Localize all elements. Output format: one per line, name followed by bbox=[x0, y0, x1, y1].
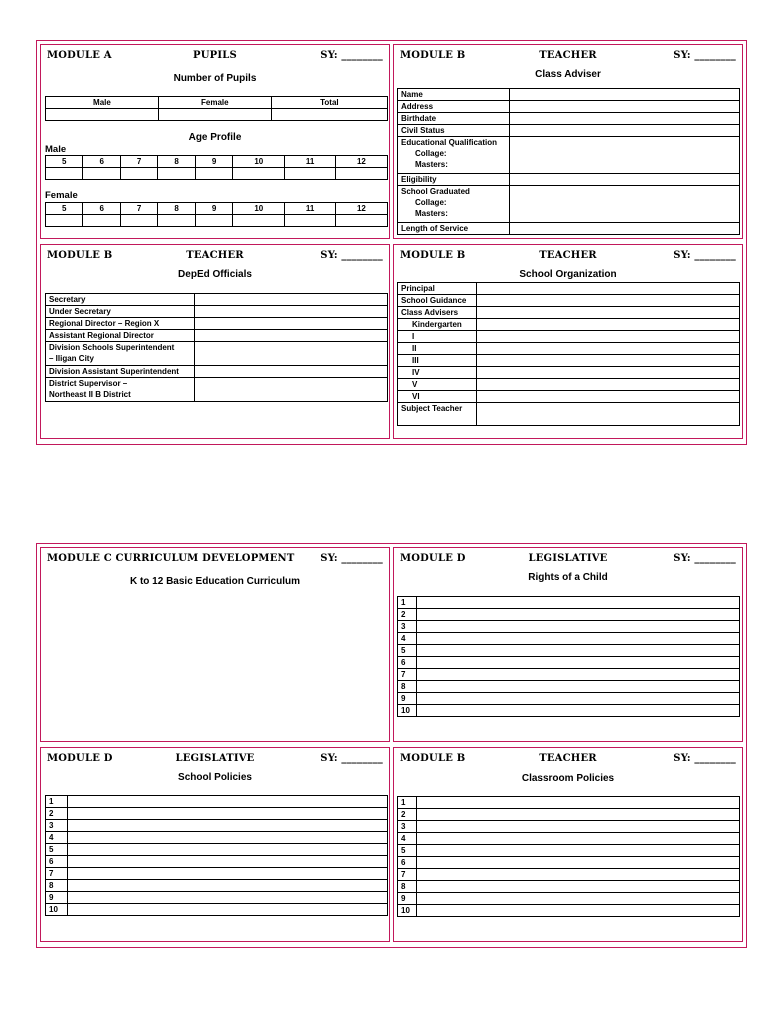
value-cell[interactable] bbox=[477, 295, 740, 307]
row-number: 8 bbox=[46, 880, 68, 892]
row-label: I bbox=[398, 331, 477, 343]
entry-cell[interactable] bbox=[68, 880, 388, 892]
col-male: Male bbox=[46, 97, 159, 109]
card-title: Rights of a Child bbox=[528, 572, 608, 583]
card-curriculum bbox=[40, 547, 390, 742]
row-label-text: Northeast II B District bbox=[49, 390, 131, 399]
row-label: VI bbox=[398, 391, 477, 403]
age-cell: 9 bbox=[195, 156, 232, 168]
value-cell[interactable] bbox=[195, 342, 388, 366]
row-number: 10 bbox=[398, 705, 417, 717]
row-label: Subject Teacher bbox=[398, 403, 477, 426]
value-cell[interactable] bbox=[477, 379, 740, 391]
value-cell[interactable] bbox=[195, 318, 388, 330]
row-sublabel: Masters: bbox=[415, 209, 448, 218]
age-cell: 8 bbox=[158, 156, 195, 168]
topic-label: LEGISLATIVE bbox=[528, 553, 608, 564]
card-title: Number of Pupils bbox=[173, 73, 257, 84]
value-cell[interactable] bbox=[510, 101, 740, 113]
entry-cell[interactable] bbox=[417, 905, 740, 917]
entry-cell[interactable] bbox=[417, 797, 740, 809]
age-cell: 9 bbox=[195, 203, 232, 215]
row-label: Name bbox=[398, 89, 510, 101]
card-header bbox=[47, 250, 383, 264]
row-number: 2 bbox=[398, 809, 417, 821]
pupil-count-table bbox=[45, 96, 388, 121]
entry-cell[interactable] bbox=[68, 856, 388, 868]
male-count-cell[interactable] bbox=[46, 109, 159, 121]
sy-field[interactable]: SY: ________ bbox=[320, 50, 383, 61]
entry-cell[interactable] bbox=[68, 808, 388, 820]
row-label-text: Division Schools Superintendent bbox=[49, 343, 175, 352]
row-number: 6 bbox=[398, 657, 417, 669]
entry-cell[interactable] bbox=[417, 833, 740, 845]
entry-cell[interactable] bbox=[417, 657, 740, 669]
row-label: Regional Director – Region X bbox=[46, 318, 195, 330]
age-cell: 6 bbox=[83, 156, 120, 168]
row-number: 4 bbox=[398, 833, 417, 845]
module-label: MODULE A bbox=[47, 50, 112, 61]
value-cell[interactable] bbox=[195, 330, 388, 342]
value-cell[interactable] bbox=[510, 137, 740, 174]
value-cell[interactable] bbox=[477, 331, 740, 343]
card-pupils bbox=[40, 44, 390, 239]
row-number: 6 bbox=[398, 857, 417, 869]
sy-field[interactable]: SY: ________ bbox=[320, 753, 383, 764]
entry-cell[interactable] bbox=[285, 168, 336, 180]
row-number: 9 bbox=[398, 893, 417, 905]
age-cell: 8 bbox=[158, 203, 195, 215]
school-org-table bbox=[397, 282, 740, 426]
entry-cell[interactable] bbox=[68, 868, 388, 880]
value-cell[interactable] bbox=[477, 307, 740, 319]
value-cell[interactable] bbox=[510, 89, 740, 101]
topic-label: TEACHER bbox=[539, 50, 597, 61]
male-age-table bbox=[45, 155, 388, 180]
row-number: 9 bbox=[46, 892, 68, 904]
sy-field[interactable]: SY: ________ bbox=[320, 553, 383, 564]
sy-field[interactable]: SY: ________ bbox=[673, 753, 736, 764]
age-cell: 7 bbox=[120, 203, 157, 215]
row-label bbox=[398, 186, 510, 223]
module-label: MODULE B bbox=[400, 250, 466, 261]
row-label: Division Assistant Superintendent bbox=[46, 366, 195, 378]
officials-table bbox=[45, 293, 388, 402]
row-number: 4 bbox=[398, 633, 417, 645]
entry-cell[interactable] bbox=[417, 809, 740, 821]
row-label: II bbox=[398, 343, 477, 355]
card-school-policies bbox=[40, 747, 390, 942]
row-number: 3 bbox=[398, 821, 417, 833]
row-label: Secretary bbox=[46, 294, 195, 306]
card-title: K to 12 Basic Education Curriculum bbox=[129, 576, 301, 587]
card-class-adviser bbox=[393, 44, 743, 239]
entry-cell[interactable] bbox=[335, 168, 387, 180]
row-number: 1 bbox=[398, 797, 417, 809]
module-label: MODULE B bbox=[400, 753, 466, 764]
value-cell[interactable] bbox=[477, 283, 740, 295]
col-female: Female bbox=[158, 97, 271, 109]
row-label-text: School Graduated bbox=[401, 187, 470, 196]
age-cell: 5 bbox=[46, 156, 83, 168]
entry-cell[interactable] bbox=[417, 893, 740, 905]
value-cell[interactable] bbox=[477, 319, 740, 331]
card-header bbox=[400, 553, 736, 567]
row-number: 7 bbox=[398, 869, 417, 881]
value-cell[interactable] bbox=[195, 306, 388, 318]
entry-cell[interactable] bbox=[68, 832, 388, 844]
entry-cell[interactable] bbox=[83, 215, 120, 227]
row-number: 10 bbox=[46, 904, 68, 916]
topic-label: LEGISLATIVE bbox=[175, 753, 255, 764]
row-label: Civil Status bbox=[398, 125, 510, 137]
row-sublabel: Collage: bbox=[415, 198, 447, 207]
school-policies-table bbox=[45, 795, 388, 916]
topic-label: CURRICULUM DEVELOPMENT bbox=[115, 553, 295, 564]
value-cell[interactable] bbox=[477, 355, 740, 367]
row-label bbox=[46, 342, 195, 366]
row-sublabel: Collage: bbox=[415, 149, 447, 158]
female-label: Female bbox=[45, 190, 78, 201]
module-label: MODULE D bbox=[47, 753, 113, 764]
row-label-text: District Supervisor – bbox=[49, 379, 128, 388]
entry-cell[interactable] bbox=[233, 168, 285, 180]
row-label: Class Advisers bbox=[398, 307, 477, 319]
entry-cell[interactable] bbox=[285, 215, 336, 227]
row-number: 1 bbox=[46, 796, 68, 808]
topic-label: TEACHER bbox=[539, 250, 597, 261]
card-title: Classroom Policies bbox=[521, 773, 615, 784]
female-count-cell[interactable] bbox=[158, 109, 271, 121]
row-label: IV bbox=[398, 367, 477, 379]
row-label: Assistant Regional Director bbox=[46, 330, 195, 342]
value-cell[interactable] bbox=[510, 186, 740, 223]
classroom-policies-table bbox=[397, 796, 740, 917]
row-number: 3 bbox=[398, 621, 417, 633]
row-number: 7 bbox=[398, 669, 417, 681]
age-cell: 11 bbox=[285, 203, 336, 215]
entry-cell[interactable] bbox=[417, 621, 740, 633]
row-number: 5 bbox=[398, 645, 417, 657]
row-label: Birthdate bbox=[398, 113, 510, 125]
entry-cell[interactable] bbox=[120, 215, 157, 227]
male-label: Male bbox=[45, 144, 67, 155]
card-header bbox=[400, 753, 736, 767]
row-label: Address bbox=[398, 101, 510, 113]
row-label: Eligibility bbox=[398, 174, 510, 186]
topic-label: PUPILS bbox=[193, 50, 237, 61]
card-header bbox=[400, 50, 736, 64]
age-cell: 12 bbox=[335, 156, 387, 168]
age-cell: 11 bbox=[285, 156, 336, 168]
card-title: DepEd Officials bbox=[178, 269, 252, 280]
row-number: 2 bbox=[398, 609, 417, 621]
row-number: 6 bbox=[46, 856, 68, 868]
row-label-text: – Iligan City bbox=[49, 354, 94, 363]
row-label bbox=[46, 378, 195, 402]
entry-cell[interactable] bbox=[417, 645, 740, 657]
card-title: School Policies bbox=[178, 772, 252, 783]
entry-cell[interactable] bbox=[83, 168, 120, 180]
entry-cell[interactable] bbox=[158, 168, 195, 180]
age-cell: 10 bbox=[233, 156, 285, 168]
value-cell[interactable] bbox=[477, 391, 740, 403]
row-label: Under Secretary bbox=[46, 306, 195, 318]
entry-cell[interactable] bbox=[417, 821, 740, 833]
total-count-cell[interactable] bbox=[271, 109, 387, 121]
row-sublabel: Masters: bbox=[415, 160, 448, 169]
row-number: 8 bbox=[398, 681, 417, 693]
entry-cell[interactable] bbox=[417, 597, 740, 609]
value-cell[interactable] bbox=[510, 223, 740, 235]
row-label bbox=[398, 137, 510, 174]
module-label: MODULE B bbox=[400, 50, 466, 61]
module-label: MODULE C bbox=[47, 553, 112, 564]
value-cell[interactable] bbox=[195, 294, 388, 306]
entry-cell[interactable] bbox=[46, 168, 83, 180]
value-cell[interactable] bbox=[195, 366, 388, 378]
card-header bbox=[47, 553, 383, 567]
row-number: 9 bbox=[398, 693, 417, 705]
age-profile-title: Age Profile bbox=[188, 132, 242, 143]
entry-cell[interactable] bbox=[417, 845, 740, 857]
row-label: Kindergarten bbox=[398, 319, 477, 331]
value-cell[interactable] bbox=[510, 125, 740, 137]
entry-cell[interactable] bbox=[68, 796, 388, 808]
sy-field[interactable]: SY: ________ bbox=[320, 250, 383, 261]
row-label: School Guidance bbox=[398, 295, 477, 307]
row-number: 10 bbox=[398, 905, 417, 917]
entry-cell[interactable] bbox=[120, 168, 157, 180]
rights-list-table bbox=[397, 596, 740, 717]
entry-cell[interactable] bbox=[417, 609, 740, 621]
value-cell[interactable] bbox=[477, 367, 740, 379]
value-cell[interactable] bbox=[510, 174, 740, 186]
row-number: 3 bbox=[46, 820, 68, 832]
card-deped-officials bbox=[40, 244, 390, 439]
age-cell: 7 bbox=[120, 156, 157, 168]
row-label: V bbox=[398, 379, 477, 391]
card-rights-of-child bbox=[393, 547, 743, 742]
entry-cell[interactable] bbox=[68, 844, 388, 856]
value-cell[interactable] bbox=[477, 403, 740, 426]
row-label-text: Educational Qualification bbox=[401, 138, 498, 147]
card-header bbox=[47, 753, 383, 767]
module-label: MODULE D bbox=[400, 553, 466, 564]
entry-cell[interactable] bbox=[46, 215, 83, 227]
adviser-table bbox=[397, 88, 740, 235]
sy-field[interactable]: SY: ________ bbox=[673, 50, 736, 61]
entry-cell[interactable] bbox=[68, 904, 388, 916]
row-label: Length of Service bbox=[398, 223, 510, 235]
row-label: Principal bbox=[398, 283, 477, 295]
card-header bbox=[47, 50, 383, 64]
value-cell[interactable] bbox=[477, 343, 740, 355]
row-number: 8 bbox=[398, 881, 417, 893]
row-number: 1 bbox=[398, 597, 417, 609]
row-number: 2 bbox=[46, 808, 68, 820]
entry-cell[interactable] bbox=[233, 215, 285, 227]
female-age-table bbox=[45, 202, 388, 227]
entry-cell[interactable] bbox=[417, 857, 740, 869]
sy-field[interactable]: SY: ________ bbox=[673, 250, 736, 261]
sy-field[interactable]: SY: ________ bbox=[673, 553, 736, 564]
card-header bbox=[400, 250, 736, 264]
module-label: MODULE B bbox=[47, 250, 113, 261]
entry-cell[interactable] bbox=[417, 705, 740, 717]
row-number: 5 bbox=[398, 845, 417, 857]
topic-label: TEACHER bbox=[539, 753, 597, 764]
topic-label: TEACHER bbox=[186, 250, 244, 261]
entry-cell[interactable] bbox=[417, 693, 740, 705]
row-number: 7 bbox=[46, 868, 68, 880]
entry-cell[interactable] bbox=[417, 681, 740, 693]
entry-cell[interactable] bbox=[417, 669, 740, 681]
row-label: III bbox=[398, 355, 477, 367]
age-cell: 5 bbox=[46, 203, 83, 215]
card-title: School Organization bbox=[519, 269, 617, 280]
entry-cell[interactable] bbox=[417, 869, 740, 881]
value-cell[interactable] bbox=[195, 378, 388, 402]
entry-cell[interactable] bbox=[417, 881, 740, 893]
row-number: 4 bbox=[46, 832, 68, 844]
entry-cell[interactable] bbox=[335, 215, 387, 227]
card-title: Class Adviser bbox=[535, 69, 601, 80]
row-number: 5 bbox=[46, 844, 68, 856]
entry-cell[interactable] bbox=[417, 633, 740, 645]
age-cell: 12 bbox=[335, 203, 387, 215]
entry-cell[interactable] bbox=[68, 892, 388, 904]
card-school-organization bbox=[393, 244, 743, 439]
col-total: Total bbox=[271, 97, 387, 109]
age-cell: 6 bbox=[83, 203, 120, 215]
entry-cell[interactable] bbox=[158, 215, 195, 227]
entry-cell[interactable] bbox=[195, 168, 232, 180]
value-cell[interactable] bbox=[510, 113, 740, 125]
entry-cell[interactable] bbox=[195, 215, 232, 227]
entry-cell[interactable] bbox=[68, 820, 388, 832]
age-cell: 10 bbox=[233, 203, 285, 215]
card-classroom-policies bbox=[393, 747, 743, 942]
